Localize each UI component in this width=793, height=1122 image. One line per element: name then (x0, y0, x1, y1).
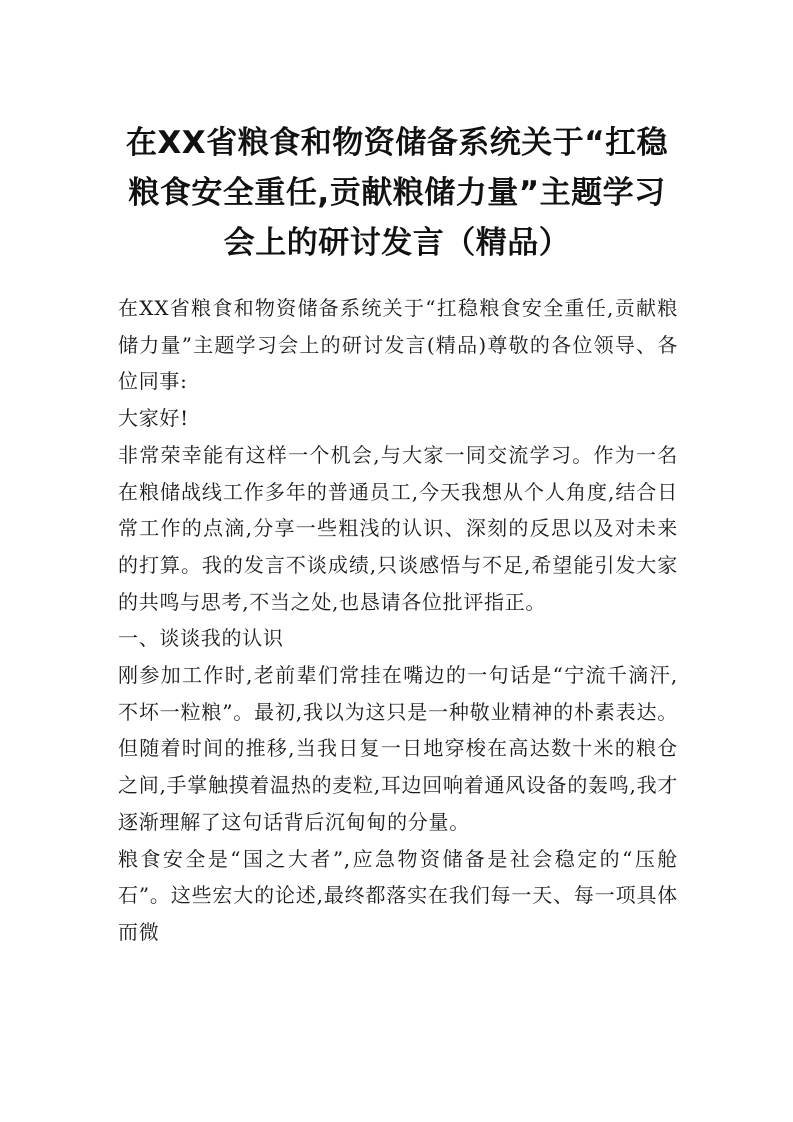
paragraph-greeting: 大家好! (118, 406, 189, 431)
section-heading: 一、谈谈我的认识 (118, 626, 284, 651)
paragraph-salutation: 在XX省粮食和物资储备系统关于“扛稳粮食安全重任,贡献粮储力量”主题学习会上的研讨发言(精品)尊敬的各位领导、各位同事: (118, 296, 678, 394)
paragraph-intro: 非常荣幸能有这样一个机会,与大家一同交流学习。作为一名在粮储战线工作多年的普通员工,今天我想从个人角度,结合日常工作的点滴,分享一些粗浅的认识、深刻的反思以及对未来的打算。我的发言不谈成绩,只谈感悟与不足,希望能引发大家的共鸣与思考,不当之处,也恳请各位批评指正。 (118, 442, 678, 614)
paragraph-body-1: 刚参加工作时,老前辈们常挂在嘴边的一句话是“宁流千滴汗,不坏一粒粮”。最初,我以为这只是一种敬业精神的朴素表达。但随着时间的推移,当我日复一日地穿梭在高达数十米的粮仓之间,手掌触摸着温热的麦粒,耳边回响着通风设备的轰鸣,我才逐渐理解了这句话背后沉甸甸的分量。 (118, 663, 678, 834)
document-body (118, 290, 678, 951)
paragraph-body-2: 粮食安全是“国之大者”,应急物资储备是社会稳定的“压舱石”。这些宏大的论述,最终都落实在我们每一天、每一项具体而微 (118, 846, 678, 944)
document-title: 在XX省粮食和物资储备系统关于“扛稳粮食安全重任,贡献粮储力量”主题学习会上的研讨发言（精品） (125, 125, 669, 261)
